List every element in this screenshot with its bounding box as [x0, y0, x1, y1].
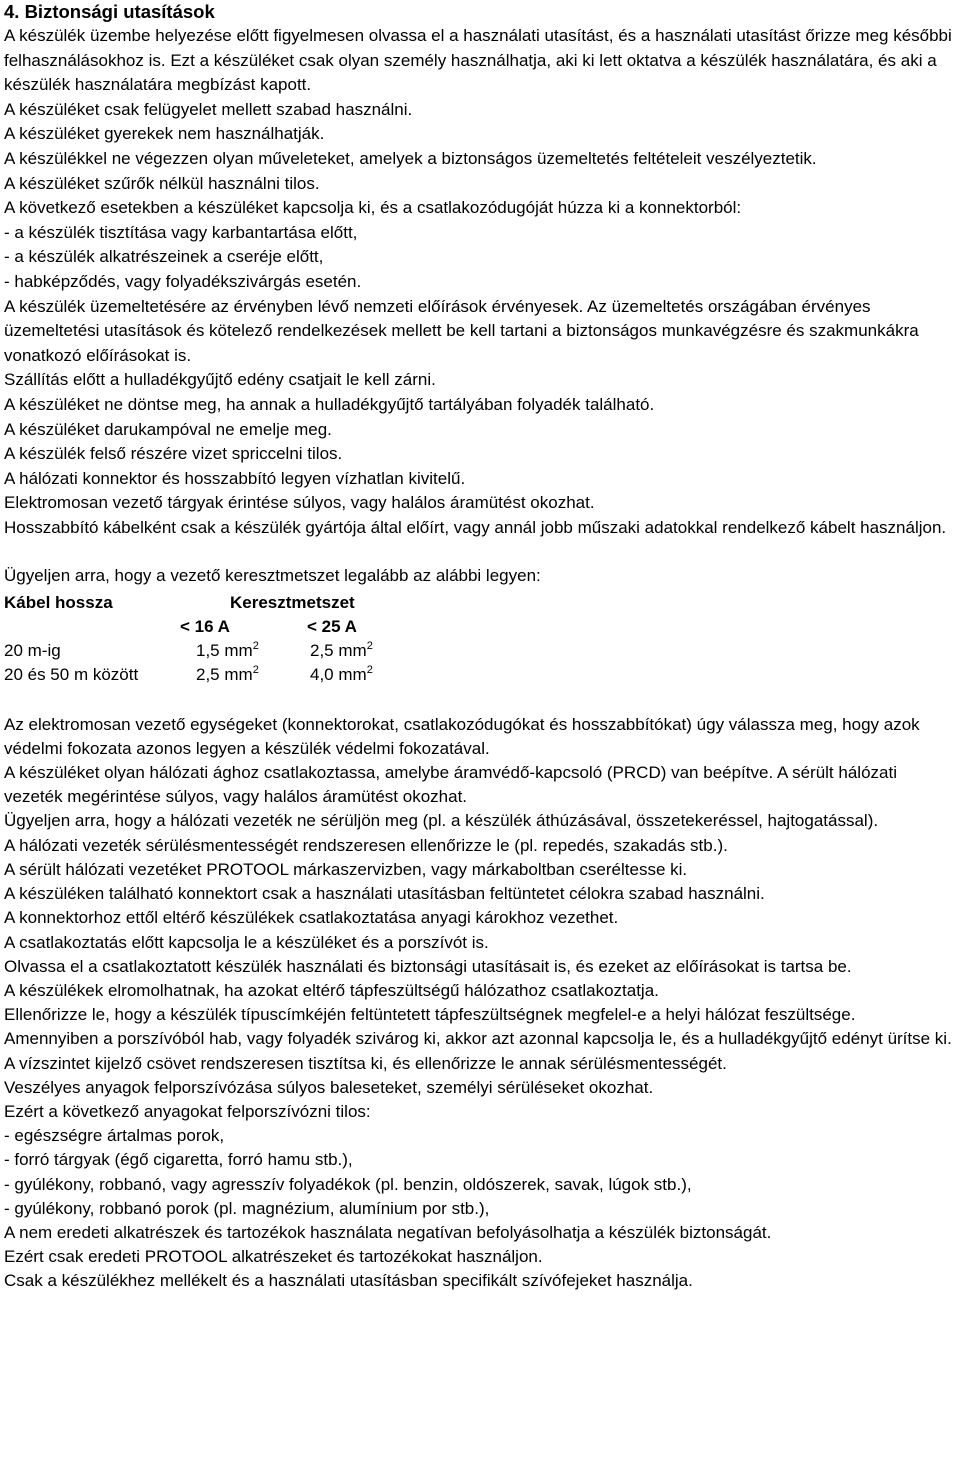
section-heading: 4. Biztonsági utasítások [4, 1, 215, 22]
paragraph: A hálózati konnektor és hosszabbító legyen vízhatlan kivitelű. [4, 468, 466, 488]
table-cell-length: 20 m-ig [4, 640, 61, 660]
paragraph: A vízszintet kijelző csövet rendszeresen tisztítsa ki, és ellenőrizze le annak sérülésmentességét. [4, 1053, 727, 1073]
paragraph: A konnektorhoz ettől eltérő készülékek csatlakoztatása anyagi károkhoz vezethet. [4, 908, 619, 928]
spacer [4, 687, 956, 713]
paragraph: Veszélyes anyagok felporszívózása súlyos baleseteket, személyi sérüléseket okozhat. [4, 1077, 654, 1097]
safety-instructions-part-1 [4, 24, 956, 540]
column-header-length: Kábel hossza [4, 592, 113, 612]
unit-exponent: 2 [252, 663, 259, 676]
paragraph: Ügyeljen arra, hogy a hálózati vezeték ne sérüljön meg (pl. a készülék áthúzásával, összetekeréssel, hajtogatással). [4, 811, 879, 831]
subheader-16a: < 16 A [180, 616, 230, 636]
paragraph: Olvassa el a csatlakoztatott készülék használati és biztonsági utasításait is, és ezeket az előírásokat is tartsa be. [4, 956, 852, 976]
paragraph: A készüléket szűrők nélkül használni tilos. [4, 173, 320, 193]
paragraph: A készülék üzembe helyezése előtt figyelmesen olvassa el a használati utasítást, és a használati utasítást őrizze meg későbbi felhasználásokhoz is. Ezt a készüléket csak olyan személy használhatja, aki ki lett oktatva a készülék használatára, és aki a készülék használatára megbízást kapott. [4, 26, 952, 95]
list-item: - forró tárgyak (égő cigaretta, forró hamu stb.), [4, 1150, 353, 1170]
list-item: - egészségre ártalmas porok, [4, 1126, 225, 1146]
paragraph: A sérült hálózati vezetéket PROTOOL márkaszervizben, vagy márkaboltban cseréltesse ki. [4, 859, 688, 879]
paragraph: A következő esetekben a készüléket kapcsolja ki, és a csatlakozódugóját húzza ki a konnektorból: [4, 198, 742, 218]
column-header-section: Keresztmetszet [230, 592, 355, 612]
paragraph: Ezért csak eredeti PROTOOL alkatrészeket és tartozékokat használjon. [4, 1247, 543, 1267]
paragraph: A készülékkel ne végezzen olyan műveleteket, amelyek a biztonságos üzemeltetés feltételeit veszélyeztetik. [4, 148, 817, 168]
table-cell-16a [196, 663, 259, 687]
paragraph: Amennyiben a porszívóból hab, vagy folyadék szivárog ki, akkor azt azonnal kapcsolja le, és a hulladékgyűjtő edényt ürítse ki. [4, 1029, 952, 1049]
unit: mm [338, 664, 367, 684]
paragraph: A készüléket darukampóval ne emelje meg. [4, 419, 332, 439]
paragraph: Szállítás előtt a hulladékgyűjtő edény csatjait le kell zárni. [4, 370, 436, 390]
paragraph: Csak a készülékhez mellékelt és a használati utasításban specifikált szívófejeket használja. [4, 1271, 693, 1291]
paragraph: A készüléken található konnektort csak a használati utasításban feltüntetet célokra szabad használni. [4, 884, 765, 904]
paragraph: A csatlakoztatás előtt kapcsolja le a készüléket és a porszívót is. [4, 932, 489, 952]
table-cell-25a [310, 639, 373, 663]
paragraph: A hálózati vezeték sérülésmentességét rendszeresen ellenőrizze le (pl. repedés, szakadás stb.). [4, 835, 728, 855]
unit: mm [224, 664, 253, 684]
table-cell-length: 20 és 50 m között [4, 664, 139, 684]
paragraph: Az elektromosan vezető egységeket (konnektorokat, csatlakozódugókat és hosszabbítókat) úgy válassza meg, hogy azok védelmi fokozata azonos legyen a készülék védelmi fokozatával. [4, 714, 920, 758]
paragraph: Ezért a következő anyagokat felporszívózni tilos: [4, 1101, 371, 1121]
paragraph: A készüléket ne döntse meg, ha annak a hulladékgyűjtő tartályában folyadék található. [4, 394, 655, 414]
list-item: - a készülék alkatrészeinek a cseréje előtt, [4, 247, 324, 267]
list-item: - a készülék tisztítása vagy karbantartása előtt, [4, 222, 358, 242]
cable-section [4, 564, 956, 686]
paragraph: A készüléket gyerekek nem használhatják. [4, 124, 325, 144]
value: 2,5 [196, 664, 220, 684]
list-item: - gyúlékony, robbanó, vagy agresszív folyadékok (pl. benzin, oldószerek, savak, lúgok stb.), [4, 1174, 692, 1194]
paragraph: A készülékek elromolhatnak, ha azokat eltérő tápfeszültségű hálózathoz csatlakoztatja. [4, 980, 659, 1000]
paragraph: A készüléket olyan hálózati ághoz csatlakoztassa, amelybe áramvédő-kapcsoló (PRCD) van beépítve. A sérült hálózati vezeték megérintése súlyos, vagy halálos áramütést okozhat. [4, 763, 897, 807]
list-item: - habképződés, vagy folyadékszivárgás esetén. [4, 271, 362, 291]
table-cell-16a [196, 639, 259, 663]
list-item: - gyúlékony, robbanó porok (pl. magnézium, alumínium por stb.), [4, 1198, 490, 1218]
paragraph: Hosszabbító kábelként csak a készülék gyártója által előírt, vagy annál jobb műszaki adatokkal rendelkező kábelt használjon. [4, 517, 947, 537]
paragraph: A készüléket csak felügyelet mellett szabad használni. [4, 99, 413, 119]
unit: mm [224, 640, 253, 660]
paragraph: A nem eredeti alkatrészek és tartozékok használata negatívan befolyásolhatja a készülék biztonságát. [4, 1222, 772, 1242]
cable-table [4, 591, 956, 687]
paragraph: Elektromosan vezető tárgyak érintése súlyos, vagy halálos áramütést okozhat. [4, 493, 595, 513]
table-cell-25a [310, 663, 373, 687]
unit-exponent: 2 [252, 639, 259, 652]
value: 2,5 [310, 640, 334, 660]
value: 1,5 [196, 640, 220, 660]
subheader-25a: < 25 A [307, 616, 357, 636]
unit-exponent: 2 [366, 663, 373, 676]
unit-exponent: 2 [366, 639, 373, 652]
paragraph: A készülék felső részére vizet spriccelni tilos. [4, 444, 343, 464]
spacer [4, 540, 956, 564]
unit: mm [338, 640, 367, 660]
value: 4,0 [310, 664, 334, 684]
paragraph: A készülék üzemeltetésére az érvényben lévő nemzeti előírások érvényesek. Az üzemeltetés országában érvényes üzemeltetési utasítások és kötelező rendelkezések mellett be kell tartani a biztonságos munkavégzésre és szakmunkákra vonatkozó előírásokat is. [4, 296, 919, 365]
safety-instructions-part-2 [4, 713, 956, 1294]
paragraph: Ellenőrizze le, hogy a készülék típuscímkéjén feltüntetett tápfeszültségnek megfelel-e a helyi hálózat feszültsége. [4, 1005, 856, 1025]
cable-intro: Ügyeljen arra, hogy a vezető keresztmetszet legalább az alábbi legyen: [4, 566, 541, 586]
